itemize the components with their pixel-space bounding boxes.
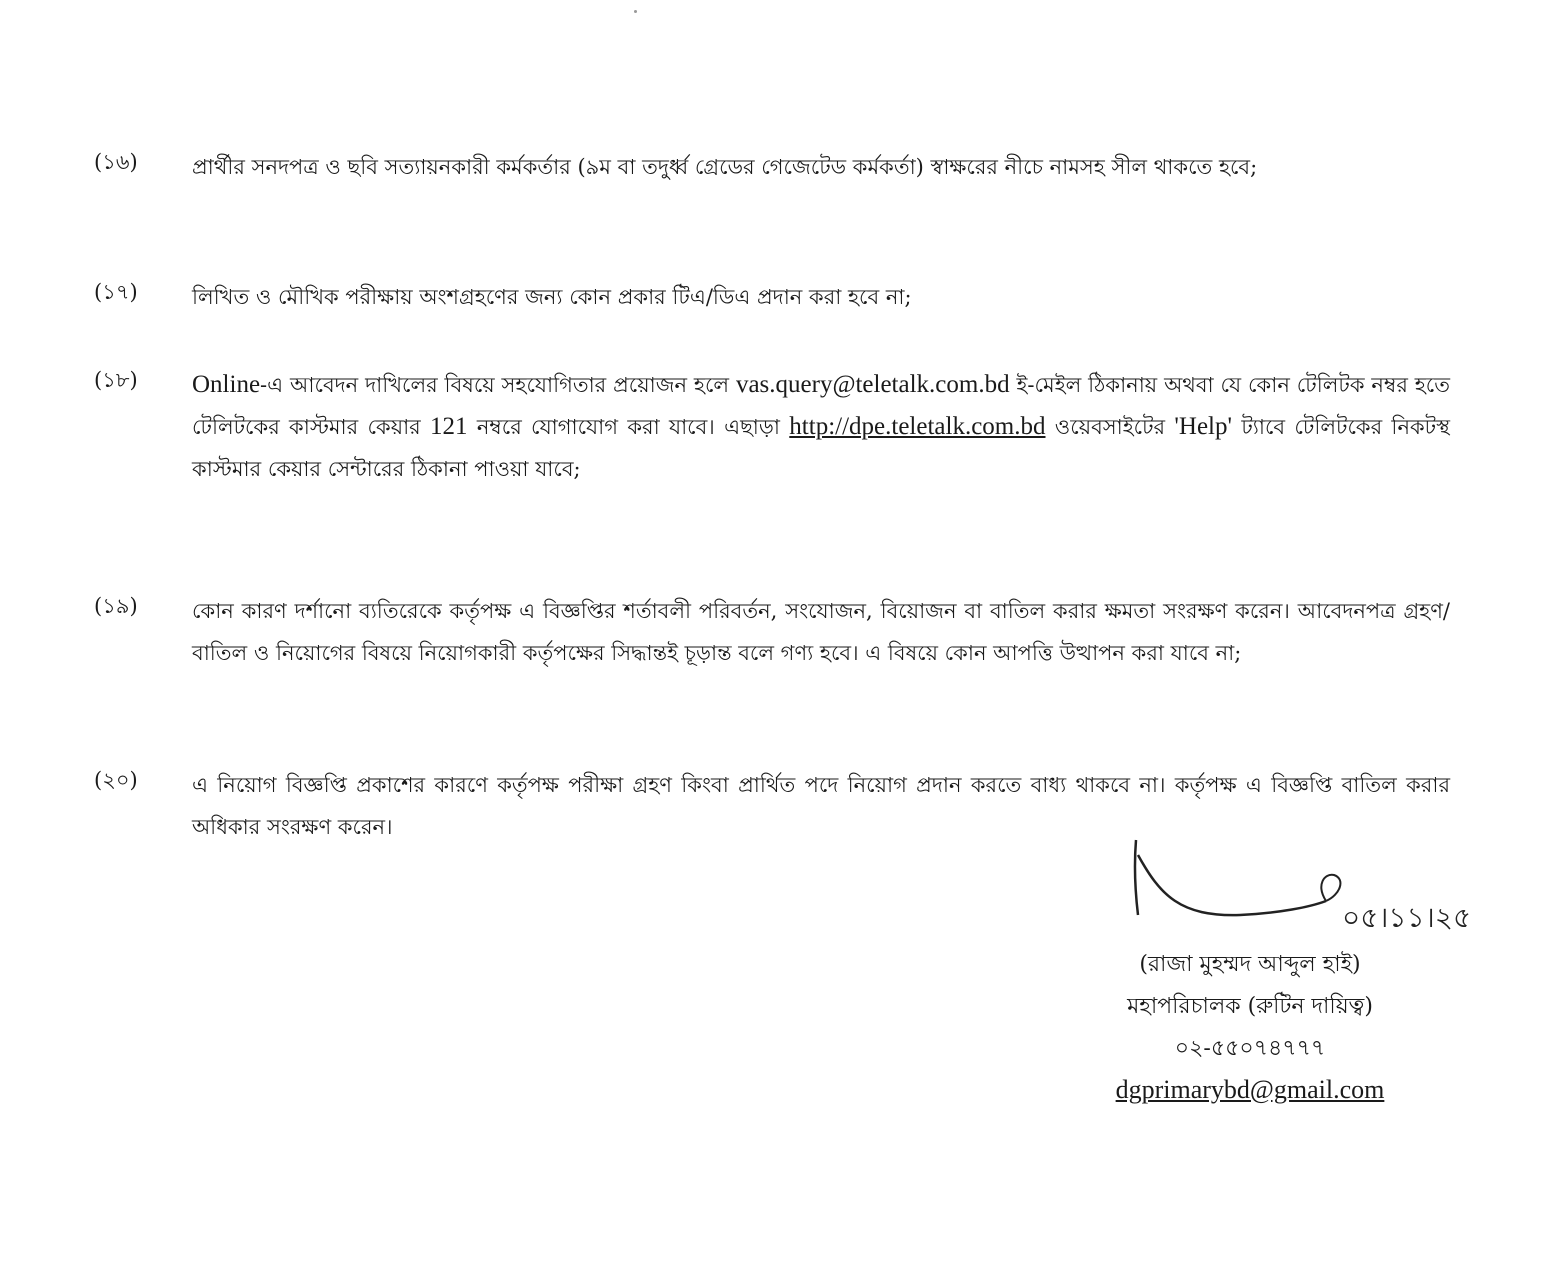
clause-text-part: -এ আবেদন দাখিলের বিষয়ে সহযোগিতার প্রয়োজন হলে [260, 373, 736, 397]
clause-number: (১৭) [94, 280, 138, 304]
clause-text-part: নম্বরে যোগাযোগ করা যাবে। এছাড়া [467, 415, 790, 439]
helpline-number: 121 [430, 413, 468, 440]
clause-number: (১৬) [94, 150, 138, 174]
clause-number: (১৮) [94, 368, 138, 392]
clause-text-part: ওয়েবসাইটের [1045, 415, 1175, 439]
clause-number: (২০) [94, 768, 138, 792]
signatory-name: (রাজা মুহম্মদ আব্দুল হাই) [1139, 952, 1361, 977]
handwritten-date: ০৫।১১।২৫ [1342, 901, 1472, 934]
scan-speck [634, 10, 637, 13]
signatory-email-link[interactable]: dgprimarybd@gmail.com [1115, 1075, 1385, 1104]
handwritten-signature-icon [1120, 835, 1520, 935]
support-email-link[interactable]: vas.query@teletalk.com.bd [735, 371, 1010, 398]
clause-text: লিখিত ও মৌখিক পরীক্ষায় অংশগ্রহণের জন্য কোন প্রকার টিএ/ডিএ প্রদান করা হবে না; [192, 285, 912, 309]
clause-text: প্রার্থীর সনদপত্র ও ছবি সত্যায়নকারী কর্মকর্তার (৯ম বা তদুর্ধ্ব গ্রেডের গেজেটেড কর্মকর্তা) স্বাক্ষরের নীচে নামসহ সীল থাকতে হবে; [192, 155, 1258, 179]
signatory-designation: মহাপরিচালক (রুটিন দায়িত্ব) [1127, 994, 1373, 1019]
website-link[interactable]: http://dpe.teletalk.com.bd [789, 413, 1046, 440]
clause-text: কোন কারণ দর্শানো ব্যতিরেকে কর্তৃপক্ষ এ বিজ্ঞপ্তির শর্তাবলী পরিবর্তন, সংযোজন, বিয়োজন বা বাতিল করার ক্ষমতা সংরক্ষণ করেন। আবেদনপত্র গ্রহণ/বাতিল ও নিয়োগের বিষয়ে নিয়োগকারী কর্তৃপক্ষের সিদ্ধান্তই চূড়ান্ত বলে গণ্য হবে। এ বিষয়ে কোন আপত্তি উত্থাপন করা যাবে না; [192, 599, 1450, 665]
signatory-phone: ০২-৫৫০৭৪৭৭৭ [1174, 1036, 1326, 1061]
online-word: Online [192, 371, 261, 398]
clause-number: (১৯) [94, 594, 138, 618]
clause-text: এ নিয়োগ বিজ্ঞপ্তি প্রকাশের কারণে কর্তৃপক্ষ পরীক্ষা গ্রহণ কিংবা প্রার্থিত পদে নিয়োগ প্রদান করতে বাধ্য থাকবে না। কর্তৃপক্ষ এ বিজ্ঞপ্তি বাতিল করার অধিকার সংরক্ষণ করেন। [192, 773, 1450, 839]
clause-text [192, 364, 1450, 490]
help-tab-label: 'Help' [1174, 413, 1233, 440]
clause-text-part: ট্যাবে টেলিটকের নিকটস্থ কাস্টমার কেয়ার সেন্টারের ঠিকানা পাওয়া যাবে; [192, 415, 1451, 481]
clause-text-part: ই-মেইল ঠিকানায় অথবা যে কোন টেলিটক নম্বর হতে টেলিটকের কাস্টমার কেয়ার [192, 373, 1451, 439]
signature-block [1060, 944, 1440, 1110]
